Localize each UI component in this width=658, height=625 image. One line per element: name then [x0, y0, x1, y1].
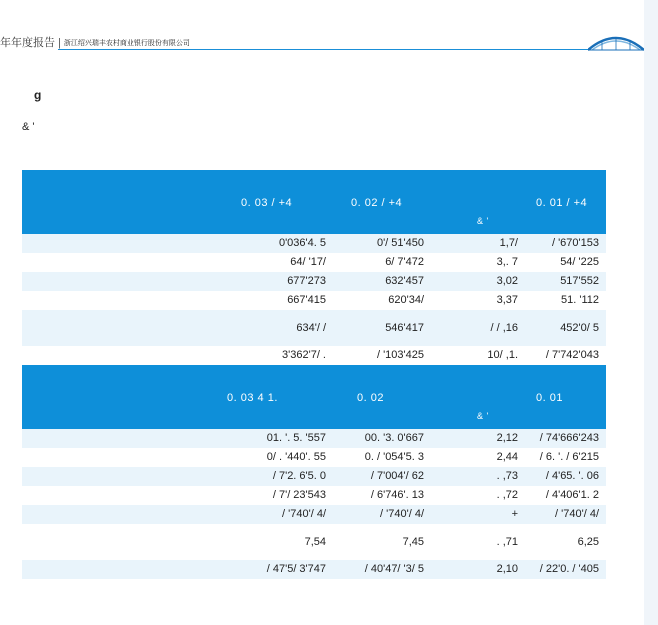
table-row — [22, 253, 606, 272]
table2-col4-header: 0. 01 — [536, 392, 563, 404]
table-cell: / 4'65. '. 06 — [545, 470, 599, 482]
table-cell: / 6. '. / 6'215 — [539, 451, 599, 463]
table-row-empty — [22, 579, 606, 598]
table-cell: 632'457 — [385, 275, 424, 287]
table-cell: 6,25 — [577, 536, 599, 548]
report-header — [0, 36, 640, 50]
table-row — [22, 291, 606, 310]
table-cell: 6/ 7'472 — [385, 256, 424, 268]
table-row — [22, 560, 606, 579]
table2-col1-header: 0. 03 4 1. — [227, 392, 278, 404]
table-cell: / 7'742'043 — [545, 349, 599, 361]
table2-col3-subheader: & ' — [477, 411, 489, 421]
table-cell: 0/ . '440'. 55 — [266, 451, 326, 463]
table1-body — [22, 234, 606, 365]
table-cell: / '740'/ 4/ — [380, 508, 424, 520]
table2-header — [22, 365, 606, 429]
table-row — [22, 467, 606, 486]
table-cell: / '740'/ 4/ — [282, 508, 326, 520]
table-cell: 3,. 7 — [496, 256, 518, 268]
table-cell: / '740'/ 4/ — [555, 508, 599, 520]
table-cell: 620'34/ — [388, 294, 424, 306]
table-cell: 10/ ,1. — [487, 349, 518, 361]
table-cell: 0. / '054'5. 3 — [364, 451, 424, 463]
table-cell: 00. '3. 0'667 — [364, 432, 424, 444]
table-cell: 634'/ / — [296, 322, 326, 334]
table-cell: 2,44 — [496, 451, 518, 463]
table-cell: 2,12 — [496, 432, 518, 444]
table-cell: 0'036'4. 5 — [278, 237, 326, 249]
table-cell: / 7'2. 6'5. 0 — [272, 470, 326, 482]
table-row — [22, 310, 606, 346]
table-cell: / '103'425 — [376, 349, 424, 361]
table-row — [22, 505, 606, 524]
table-cell: / 47'5/ 3'747 — [266, 563, 326, 575]
financial-table — [22, 170, 606, 598]
table-cell: 3,02 — [496, 275, 518, 287]
table-cell: 3,37 — [496, 294, 518, 306]
table-cell: / 7'/ 23'543 — [272, 489, 326, 501]
table-cell: 01. '. 5. '557 — [266, 432, 326, 444]
table-row — [22, 429, 606, 448]
table2-col2-header: 0. 02 — [357, 392, 384, 404]
table-row — [22, 346, 606, 365]
table-row — [22, 272, 606, 291]
table-cell: / 7'004'/ 62 — [370, 470, 424, 482]
bridge-logo-icon — [588, 30, 644, 52]
bank-name: 浙江绍兴瑞丰农村商业银行股份有限公司 — [63, 40, 190, 47]
table-cell: 3'362'7/ . — [282, 349, 326, 361]
table-cell: . ,73 — [496, 470, 518, 482]
table-cell: 546'417 — [385, 322, 424, 334]
table-cell: / / ,16 — [490, 322, 518, 334]
report-year-title: 年年度报告 — [0, 37, 55, 49]
table-cell: 677'273 — [287, 275, 326, 287]
table-cell: 7,45 — [402, 536, 424, 548]
table1-col3-subheader: & ' — [477, 216, 489, 226]
table-cell: 452'0/ 5 — [560, 322, 599, 334]
section-subtitle: & ' — [22, 121, 35, 133]
table1-col2-header: 0. 02 / +4 — [351, 197, 403, 209]
table-cell: 0'/ 51'450 — [376, 237, 424, 249]
header-separator: | — [58, 37, 61, 49]
table1-col4-header: 0. 01 / +4 — [536, 197, 588, 209]
table-cell: 2,10 — [496, 563, 518, 575]
table-cell: 517'552 — [560, 275, 599, 287]
table-cell: / '670'153 — [551, 237, 599, 249]
header-rule — [58, 49, 588, 50]
table-row — [22, 234, 606, 253]
table-cell: . ,71 — [496, 536, 518, 548]
table-cell: 54/ '225 — [560, 256, 599, 268]
page-edge-strip — [644, 0, 658, 625]
table-cell: 64/ '17/ — [290, 256, 326, 268]
table-cell: 51. '112 — [561, 294, 599, 306]
table-cell: / 40'47/ '3/ 5 — [364, 563, 424, 575]
table-row — [22, 448, 606, 467]
table-cell: . ,72 — [496, 489, 518, 501]
table2-body — [22, 429, 606, 598]
table-cell: + — [511, 508, 518, 520]
table-cell: 1,7/ — [499, 237, 518, 249]
table-cell: / 22'0. / '405 — [539, 563, 599, 575]
section-marker: g — [34, 88, 42, 102]
table1-col1-header: 0. 03 / +4 — [241, 197, 293, 209]
table-cell: / 6'746'. 13 — [370, 489, 424, 501]
table-row — [22, 524, 606, 560]
table-cell: 7,54 — [304, 536, 326, 548]
table-row — [22, 486, 606, 505]
table-cell: 667'415 — [287, 294, 326, 306]
table-cell: / 74'666'243 — [539, 432, 599, 444]
table1-header — [22, 170, 606, 234]
table-cell: / 4'406'1. 2 — [545, 489, 599, 501]
